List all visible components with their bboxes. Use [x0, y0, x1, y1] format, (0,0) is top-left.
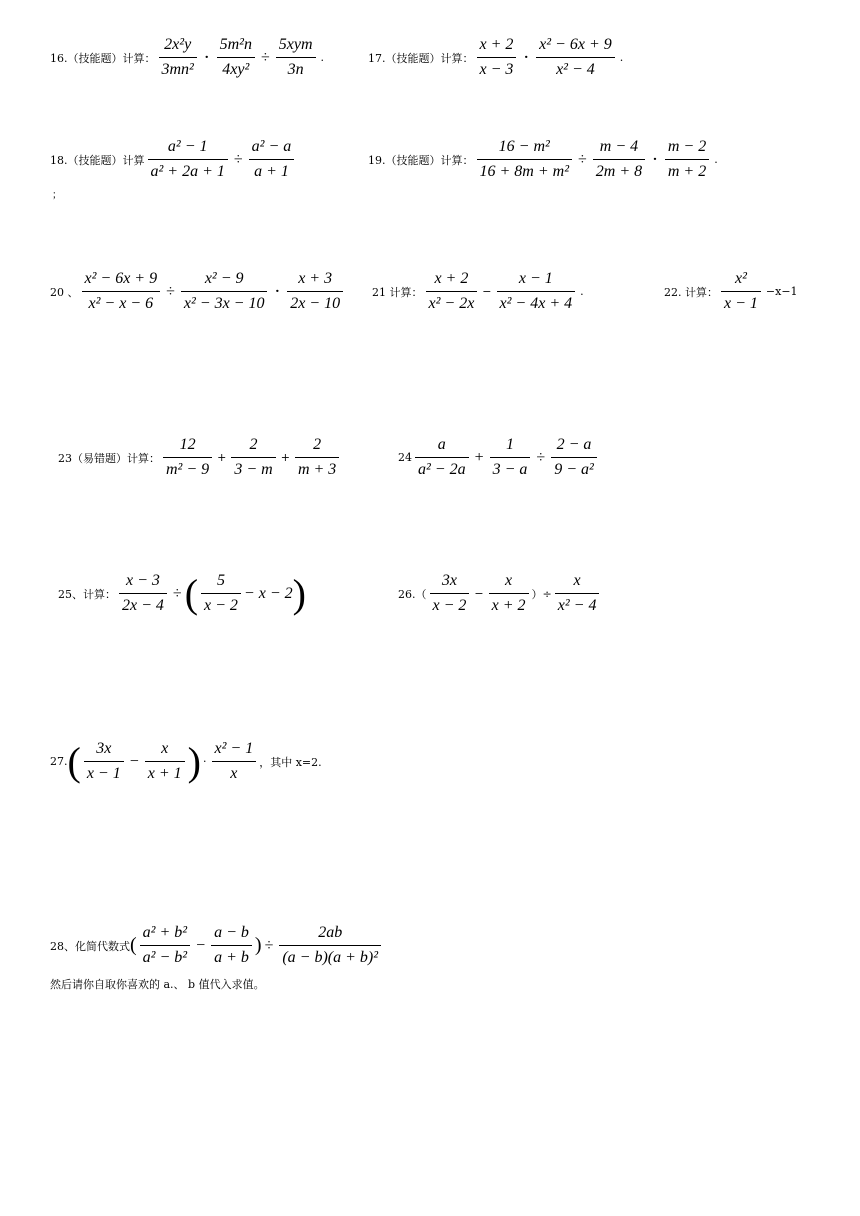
problem-25 [58, 572, 306, 615]
right-paren: ) [292, 570, 306, 616]
fraction: $\frac{2}{3 - m}$ [231, 436, 275, 479]
fraction: $\frac{x + 2}{\text{x² − 2x}}$ [426, 270, 478, 313]
fraction: $\frac{x - 3}{2x - 4}$ [119, 572, 167, 615]
problem-21 [372, 270, 586, 313]
problem-27 [50, 740, 322, 783]
fraction: $\frac{\text{x² − 9}}{\text{x² − 3x − 10}}$ [181, 270, 268, 313]
problem-20 [50, 270, 346, 313]
fraction: $\frac{m - 2}{m + 2}$ [665, 138, 709, 181]
problem-18 [50, 138, 297, 181]
operator: · [523, 47, 530, 68]
problem-label: 17.（技能题）计算： [368, 51, 474, 65]
fraction: $\frac{5}{x - 2}$ [201, 572, 241, 615]
fraction: $\frac{\text{x² − 1}}{x}$ [212, 740, 257, 783]
fraction: $\frac{a - b}{a + b}$ [211, 924, 252, 967]
fraction: $\frac{\text{5xym}}{3n}$ [276, 36, 316, 79]
problem-label: 20 、 [50, 285, 79, 299]
period: . [580, 285, 584, 298]
operator: ÷ [536, 448, 546, 466]
operator: ÷ [264, 936, 274, 954]
problem-label: 26.（ [398, 587, 427, 601]
operator: ÷ [578, 150, 587, 168]
condition-text: ，其中 x=2. [259, 755, 322, 769]
left-paren: ( [67, 738, 81, 784]
fraction: $\frac{\text{16 − m²}}{\text{16 + 8m + m²}}$ [477, 138, 573, 181]
fraction: $\frac{\text{a² − a}}{a + 1}$ [249, 138, 295, 181]
operator: − [129, 752, 139, 770]
fraction: $\frac{\text{x²}}{x - 1}$ [721, 270, 761, 313]
tail-term: −x−1 [765, 285, 798, 298]
operator: ÷ [172, 584, 182, 602]
problem-17 [368, 36, 625, 79]
fraction: $\frac{\text{5m²n}}{\text{4xy²}}$ [217, 36, 255, 79]
operator: + [217, 451, 227, 464]
left-paren: ( [184, 570, 199, 616]
period: . [320, 51, 324, 64]
fraction: $\frac{x}{x + 2}$ [489, 572, 529, 615]
period: . [714, 153, 718, 166]
fraction: $\frac{\text{x² − 6x + 9}}{\text{x² − x − 6}}$ [82, 270, 161, 313]
fraction: $\frac{x + 2}{x - 3}$ [477, 36, 517, 79]
operator: + [474, 448, 484, 466]
left-paren: ( [130, 934, 137, 956]
fraction: $\frac{2ab}{\text{(a − b)(a + b)²}}$ [279, 924, 381, 967]
operator: + [280, 451, 290, 464]
problem-24 [398, 436, 600, 479]
instruction-text: 然后请你自取你喜欢的 a.、 b 值代入求值。 [50, 978, 265, 991]
operator: ÷ [260, 48, 270, 66]
operator: ÷ [166, 282, 175, 300]
operator: − [474, 587, 484, 600]
problem-label: 22. 计算： [664, 285, 718, 299]
fraction: $\frac{3x}{x - 2}$ [430, 572, 470, 615]
problem-label: 28、化简代数式 [50, 939, 130, 953]
problem-label: 25、计算： [58, 587, 116, 601]
tail-term: − x − 2 [243, 584, 293, 602]
problem-label: 16.（技能题）计算： [50, 51, 156, 65]
operator: ÷ [233, 150, 243, 168]
operator: · [203, 47, 210, 68]
operator: − [196, 936, 206, 954]
problem-22 [664, 270, 800, 313]
period: . [619, 51, 624, 64]
fraction: $\frac{\text{x² − 6x + 9}}{\text{x² − 4}}$ [536, 36, 615, 79]
fraction: $\frac{x + 3}{2x - 10}$ [287, 270, 343, 313]
problem-label: 21 计算： [372, 285, 423, 299]
problem-label: 23（易错题）计算： [58, 451, 160, 465]
operator: · [274, 281, 281, 302]
problem-16 [50, 36, 326, 79]
fraction: $\frac{m - 4}{2m + 8}$ [593, 138, 645, 181]
problem-23 [58, 436, 342, 479]
fraction: $\frac{x}{x + 1}$ [145, 740, 185, 783]
fraction: $\frac{\text{a² + b²}}{\text{a² − b²}}$ [140, 924, 190, 967]
problem-label: 18.（技能题）计算 [50, 153, 145, 167]
fraction: $\frac{x - 1}{\text{x² − 4x + 4}}$ [497, 270, 576, 313]
problem-19 [368, 138, 720, 181]
fraction: $\frac{\text{2x²y}}{\text{3mn²}}$ [159, 36, 197, 79]
fraction: $\frac{3x}{x - 1}$ [84, 740, 124, 783]
fraction: $\frac{2 - a}{\text{9 − a²}}$ [551, 436, 597, 479]
problem-28 [50, 924, 384, 967]
fraction: $\frac{a}{\text{a² − 2a}}$ [415, 436, 469, 479]
close-paren-divide: ）÷ [531, 587, 552, 601]
fraction: $\frac{x}{\text{x² − 4}}$ [555, 572, 600, 615]
operator: − [482, 285, 492, 298]
fraction: $\frac{12}{\text{m² − 9}}$ [163, 436, 212, 479]
right-paren: ) [187, 738, 201, 784]
fraction: $\frac{2}{m + 3}$ [295, 436, 339, 479]
operator: · [652, 149, 658, 170]
operator: · [203, 755, 207, 768]
problem-26 [398, 572, 602, 615]
fraction: $\frac{\text{a² − 1}}{\text{a² + 2a + 1}}$ [148, 138, 228, 181]
problem-label: 27. [50, 755, 68, 768]
fraction: $\frac{1}{3 - a}$ [490, 436, 531, 479]
problem-label: 24 [398, 451, 412, 464]
right-paren: ) [254, 934, 262, 956]
semicolon: ； [52, 190, 62, 201]
problem-label: 19.（技能题）计算： [368, 153, 474, 167]
